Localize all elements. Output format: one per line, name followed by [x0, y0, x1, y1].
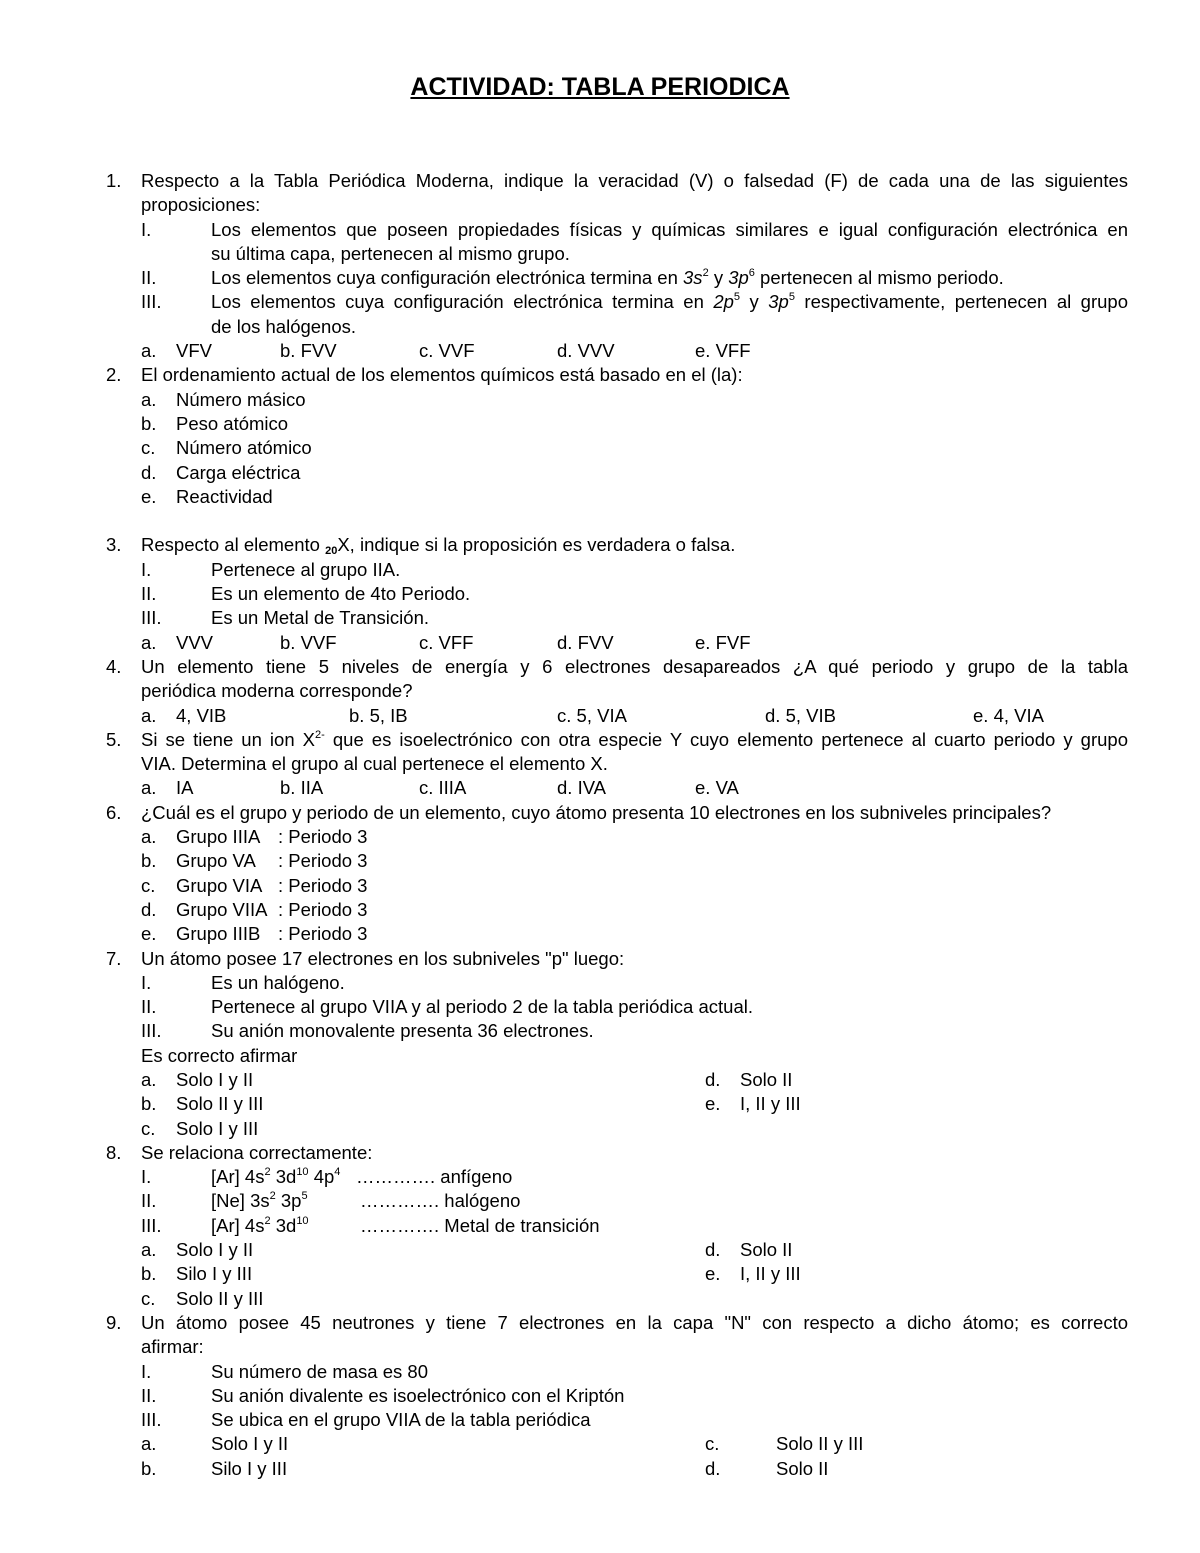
- question-list: 1. Respecto a la Tabla Periódica Moderna, indique la veracidad (V) o falsedad (F) de cada una de las siguientes proposiciones: I. Los elementos que poseen propiedades físicas y químicas similares e igual configuración electrónica en su última capa, pertenecen al mismo grupo. II. Los elementos cuya configuración electrónica termina en $3s^2$ y $3p^6$ pertenecen al mismo periodo. III. Los elementos cuya configuración electrónica termina en $2p^5$ y $3p^5$ respectivamente, pertenecen al grupo de los halógenos. a. VFV b. FVV c. VVF d. VVV e. VFF 2. El ordenamiento actual de los elementos químicos está basado en el (la): a. Número másico b. Peso atómico c. Número atómico d. Carga eléctrica e. Reactividad 3. Respecto al elemento $_{20}$X, indique si la proposición es verdadera o falsa. I. Pertenece al grupo IIA. II. Es un elemento de 4to Periodo. III. Es un Metal de Transición. a. VVV b. VVF c. VFF d. FVV e. FVF 4. Un elemento tiene 5 niveles de energía y 6 electrones desapareados ¿A qué periodo y grupo de la tabla periódica moderna corresponde? a. 4, VIB b. 5, IB c. 5, VIA d. 5, VIB e. 4, VIA 5. Si se tiene un ion $X^{2-}$ que es isoelectrónico con otra especie Y cuyo elemento pertenece al cuarto periodo y grupo VIA. Determina el grupo al cual pertenece el elemento X. a. IA b. IIA c. IIIA d. IVA e. VA 6. ¿Cuál es el grupo y periodo de un elemento, cuyo átomo presenta 10 electrones en los subniveles principales? a. Grupo IIIA : Periodo 3 b. Grupo VA : Periodo 3 c. Grupo VIA : Periodo 3 d. Grupo VIIA : Periodo 3 e. Grupo IIIB : Periodo 3 7. Un átomo posee 17 electrones en los subniveles "p" luego: I. Es un halógeno. II. Pertenece al grupo VIIA y al periodo 2 de la tabla periódica actual. III. Su anión monovalente presenta 36 electrones. Es correcto afirmar a. Solo I y II d. Solo II b. Solo II y III e. I, II y III c. Solo I y III 8. Se relaciona correctamente: I. [Ar] $4s^2$ $3d^{10}$ $4p^4$ …………. anfígeno II. [Ne] $3s^2$ $3p^5$ …………. halógeno III. [Ar] $4s^2$ $3d^{10}$ …………. Metal de transición a. Solo I y II d. Solo II b. Silo I y III e. I, II y III c. Solo II y III 9. Un átomo posee 45 neutrones y tiene 7 electrones en la capa "N" con respecto a dicho átomo; es correcto afirmar: I. Su número de masa es 80 II. Su anión divalente es isoelectrónico con el Kriptón III. Se ubica en el grupo VIIA de la tabla periódica a. Solo I y II c. Solo II y III b. Silo I y III d. Solo II: [0, 169, 1200, 1481]
- option-d: d. IVA: [557, 777, 607, 799]
- question-number: 8.: [106, 1141, 122, 1163]
- option-row: e. Grupo IIIB : Periodo 3: [141, 923, 368, 945]
- answer-options: a. IA b. IIA c. IIIA d. IVA e. VA: [0, 776, 1200, 800]
- option-row: b. Grupo VA : Periodo 3: [141, 850, 368, 872]
- answer-options: a. 4, VIB b. 5, IB c. 5, VIA d. 5, VIB e. 4, VIA: [0, 704, 1200, 728]
- question-text: Respecto a la Tabla Periódica Moderna, indique la veracidad (V) o falsedad (F) de cada una de las siguientes: [141, 170, 1128, 191]
- option-row: c. Solo II y III: [141, 1287, 264, 1309]
- statement: Es correcto afirmar: [141, 1044, 298, 1066]
- option-row: a. Solo I y II d. Solo II: [141, 1239, 793, 1261]
- option-row: b. Solo II y III e. I, II y III: [141, 1093, 801, 1115]
- option-row: a. Grupo IIIA : Periodo 3: [141, 826, 368, 848]
- page-title: ACTIVIDAD: TABLA PERIODICA: [410, 73, 790, 101]
- option-c: c. IIIA: [419, 777, 467, 799]
- question-4: [0, 655, 1200, 679]
- question-6: [0, 801, 1200, 825]
- option-row: e. Reactividad: [141, 485, 273, 507]
- proposition: II. Los elementos cuya configuración electrónica termina en $3s^2$ y $3p^6$ pertenecen al mismo periodo.: [141, 267, 1004, 289]
- option-letter: a.: [141, 340, 157, 362]
- option-c: c. VFF: [419, 631, 474, 653]
- option-e: e. 4, VIA: [973, 704, 1044, 726]
- proposition: II. [Ne] $3s^2$ $3p^5$ …………. halógeno: [141, 1190, 521, 1212]
- question-7: [0, 947, 1200, 971]
- question-1: [0, 169, 1200, 193]
- option-row: c. Número atómico: [141, 437, 312, 459]
- option-a: IA: [176, 777, 194, 799]
- option-c: c. VVF: [419, 340, 475, 362]
- proposition: III. Es un Metal de Transición.: [141, 607, 429, 629]
- proposition: I. Es un halógeno.: [141, 971, 345, 993]
- question-2: [0, 363, 1200, 387]
- proposition: II. Es un elemento de 4to Periodo.: [141, 583, 471, 605]
- proposition: II. Pertenece al grupo VIIA y al periodo 2 de la tabla periódica actual.: [141, 996, 753, 1018]
- option-c: c. 5, VIA: [557, 704, 627, 726]
- proposition: III. [Ar] $4s^2$ $3d^{10}$ …………. Metal de transición: [141, 1214, 600, 1236]
- option-row: d. Grupo VIIA : Periodo 3: [141, 898, 368, 920]
- question-number: 6.: [106, 801, 122, 823]
- option-e: e. FVF: [695, 631, 751, 653]
- option-e: e. VFF: [695, 340, 751, 362]
- proposition: II. Su anión divalente es isoelectrónico con el Kriptón: [141, 1384, 625, 1406]
- question-number: 5.: [106, 728, 122, 750]
- proposition: III. Su anión monovalente presenta 36 electrones.: [141, 1020, 594, 1042]
- option-b: b. FVV: [280, 340, 337, 362]
- question-number: 7.: [106, 947, 122, 969]
- option-e: e. VA: [695, 777, 739, 799]
- proposition: I. Los elementos que poseen propiedades físicas y químicas similares e igual configuración electrónica en: [141, 218, 1128, 240]
- option-b: b. VVF: [280, 631, 337, 653]
- question-text: Respecto al elemento $_{20}$X, indique si la proposición es verdadera o falsa.: [141, 534, 736, 558]
- answer-options: a. VVV b. VVF c. VFF d. FVV e. FVF: [0, 631, 1200, 655]
- question-number: 4.: [106, 655, 122, 677]
- question-number: 1.: [106, 170, 122, 191]
- option-d: d. 5, VIB: [765, 704, 836, 726]
- proposition: I. Su número de masa es 80: [141, 1360, 428, 1382]
- option-d: d. VVV: [557, 340, 615, 362]
- question-3: [0, 533, 1200, 557]
- option-row: b. Silo I y III e. I, II y III: [141, 1263, 801, 1285]
- question-text: Si se tiene un ion $X^{2-}$ que es isoelectrónico con otra especie Y cuyo elemento pertenece al cuarto periodo y grupo: [141, 728, 1128, 750]
- question-text: Un elemento tiene 5 niveles de energía y 6 electrones desapareados ¿A qué periodo y grupo de la tabla: [141, 655, 1128, 677]
- proposition: I. Pertenece al grupo IIA.: [141, 558, 401, 580]
- question-text: Un átomo posee 45 neutrones y tiene 7 electrones en la capa "N" con respecto a dicho átomo; es correcto: [141, 1311, 1128, 1333]
- question-text: El ordenamiento actual de los elementos químicos está basado en el (la):: [141, 364, 743, 386]
- option-a: VVV: [176, 631, 214, 653]
- proposition: I. [Ar] $4s^2$ $3d^{10}$ $4p^4$ …………. anfígeno: [141, 1166, 513, 1188]
- question-text-cont: proposiciones:: [141, 194, 261, 216]
- question-number: 3.: [106, 534, 122, 556]
- question-5: [0, 728, 1200, 752]
- option-row: c. Solo I y III: [141, 1117, 259, 1139]
- option-d: d. FVV: [557, 631, 614, 653]
- proposition: III. Se ubica en el grupo VIIA de la tabla periódica: [141, 1409, 591, 1431]
- option-row: a. Solo I y II c. Solo II y III: [141, 1433, 864, 1455]
- option-b: b. 5, IB: [349, 704, 408, 726]
- question-number: 9.: [106, 1311, 122, 1333]
- answer-options: [0, 339, 1200, 363]
- question-8: [0, 1141, 1200, 1165]
- question-text: Se relaciona correctamente:: [141, 1141, 373, 1163]
- option-row: c. Grupo VIA : Periodo 3: [141, 874, 368, 896]
- option-b: b. IIA: [280, 777, 324, 799]
- option-a: 4, VIB: [176, 704, 227, 726]
- proposition: III. Los elementos cuya configuración electrónica termina en $2p^5$ y $3p^5$ respectivamente, pertenecen al grupo: [141, 291, 1128, 313]
- option-row: a. Número másico: [141, 388, 306, 410]
- option-row: a. Solo I y II d. Solo II: [141, 1068, 793, 1090]
- question-text: Un átomo posee 17 electrones en los subniveles "p" luego:: [141, 947, 625, 969]
- option-row: b. Silo I y III d. Solo II: [141, 1457, 829, 1479]
- option-a: VFV: [176, 340, 212, 362]
- option-row: b. Peso atómico: [141, 412, 289, 434]
- question-number: 2.: [106, 364, 122, 386]
- question-text: ¿Cuál es el grupo y periodo de un elemento, cuyo átomo presenta 10 electrones en los subniveles principales?: [141, 801, 1052, 823]
- option-row: d. Carga eléctrica: [141, 461, 301, 483]
- question-9: [0, 1311, 1200, 1335]
